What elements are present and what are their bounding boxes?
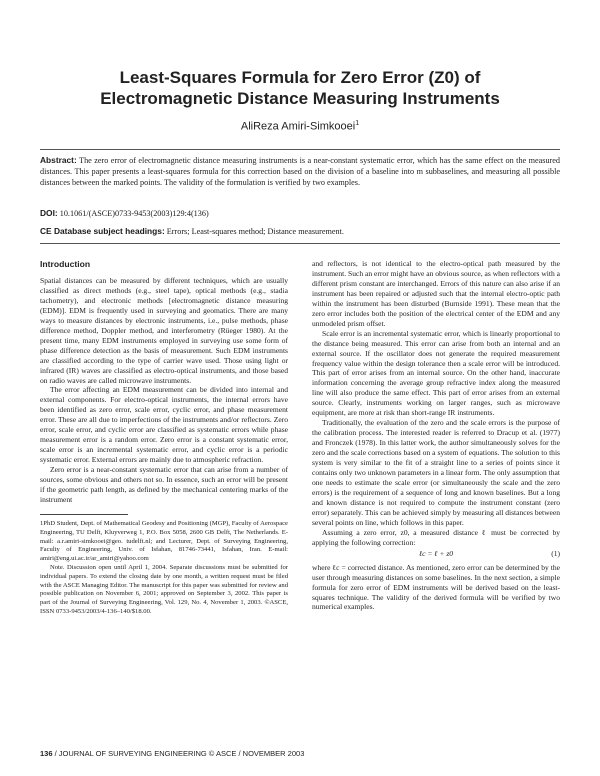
body-paragraph: and reflectors, is not identical to the electro-optical path measured by the instrument. Such an error might have an obvious source, as when reflectors with a different prism constant are interchanged. Errors of this nature can also arise if an instrument has been repaired or adjusted such that the internal electro-optic path within the instrument has been disturbed (Burnside 1991). These mean that the zero error includes both the position of the electrical center of the EDM and any unmodeled prism offset. [312,259,560,328]
footer-page-number: 136 [40,749,53,758]
body-paragraph: Traditionally, the evaluation of the zero and the scale errors is the purpose of the calibration process. The interested reader is referred to Dracup et al. (1977) and Fronczek (1978). In this latter work, the author simultaneously solves for the zero and the scale corrections based on a system of equations. The solution to this system is very similar to the fit of a straight line to a series of points since it contains only two unknown parameters in a linear form. The only assumption that one needs to estimate the scale error (or simultaneously the scale and the zero errors) is the requirement of a sequence of long and known baselines. But a long and known distance is not required to compute the instrument constant (zero error) separately. This can be achieved simply by measuring all distances between several points on line, which follows in this paper. [312,418,560,527]
abstract [40,155,560,188]
header-bottom-rule [40,243,560,244]
doi-line [40,208,560,219]
title-line-2: Electromagnetic Distance Measuring Instruments [100,89,500,108]
body-paragraph: Zero error is a near-constant systematic error that can arise from a number of sources, some obvious and others not so. In essence, such an error will be present if the geometric path length, as defined by the mechanical centering marks of the instrument [40,465,288,504]
footer-journal: / JOURNAL OF SURVEYING ENGINEERING © ASCE / NOVEMBER 2003 [54,749,305,758]
equation-expression: ℓc = ℓ + z0 [418,548,454,558]
right-column [312,259,560,612]
footnote-rule [40,514,128,515]
ce-database-value: Errors; Least-squares method; Distance measurement. [166,227,344,236]
author-line [30,120,570,133]
footnote-author-affiliation: 1PhD Student, Dept. of Mathematical Geodesy and Positioning (MGP), Faculty of Aerospace Engineering, TU Delft, Kluyverweg 1, P.O. Box 5058, 2600 GB Delft, The Netherlands. E-mail: a.r.amiri-simkooei@geo. tudelft.nl; and Lecturer, Dept. of Surveying Engineering, Faculty of Engineering, Univ. of Isfahan, 81746-73441, Isfahan, Iran. E-mail: amiri@eng.ui.ac.ir/ar_amiri@yahoo.com [40,519,288,563]
ce-database-line [40,226,560,237]
title-line-1: Least-Squares Formula for Zero Error (Z0) of [119,68,481,87]
page-footer [40,749,560,758]
footnote-discussion-note: Note. Discussion open until April 1, 2004. Separate discussions must be submitted for individual papers. To extend the closing date by one month, a written request must be filed with the ASCE Managing Editor. The manuscript for this paper was submitted for review and possible publication on November 6, 2001; approved on September 3, 2002. This paper is part of the Journal of Surveying Engineering, Vol. 129, No. 4, November 1, 2003. ©ASCE, ISSN 0733-9453/2003/4-136–140/$18.00. [40,563,288,615]
body-paragraph: Scale error is an incremental systematic error, which is linearly proportional to the distance being measured. This error can arise from both an internal and an external source. If the oscillator does not generate the required measurement frequency value within the design tolerance then a scale error will be introduced. This part of error arises from an internal source. On the other hand, inaccurate information concerning the average group refractive index along the measured line will also produce the same effect. This part of error arises from an external source. Clearly, instruments working on larger ranges, such as microwave equipment, are more at risk than short-range IR instruments. [312,328,560,418]
abstract-top-rule [40,149,560,150]
ce-database-label: CE Database subject headings: [40,226,165,236]
abstract-label: Abstract: [40,155,77,165]
body-paragraph: The error affecting an EDM measurement can be divided into internal and external components. For electro-optical instruments, the internal errors have been identified as zero error, scale error, cyclic error, and phase measurement error. These are all due to imperfections of the instruments and/or reflectors. Zero error, scale error, and cyclic error are classified as systematic errors while phase measurement error is a random error. Zero error is a constant systematic error, scale error is an incremental systematic error, and cyclic error is a periodic systematic error. External errors are mainly due to atmospheric refraction. [40,385,288,465]
equation-1 [312,549,560,561]
body-paragraph: where ℓc = corrected distance. As mentioned, zero error can be determined by the user through measuring distances on some baselines. In the next section, a simple formula for zero error of EDM instruments will be derived based on the least-squares technique. The validity of the derived formula will be verified by two numerical examples. [312,562,560,612]
paper-title [30,67,570,109]
equation-number: (1) [551,548,560,558]
left-column [40,259,288,617]
section-heading-introduction: Introduction [40,259,91,269]
abstract-text: The zero error of electromagnetic distance measuring instruments is a near-constant systematic error, which has the same effect on the measured distances. This paper presents a least-squares formula for this correction based on the division of a baseline into m subbaselines, and measuring all possible distances between the marked points. The validity of the formulation is verified by two examples. [40,156,560,187]
author-name: AliReza Amiri-Simkooei [240,120,356,133]
body-paragraph: Spatial distances can be measured by different techniques, which are usually classified as direct methods (e.g., steel tape), optical methods (e.g., stadia tachometry), and electronic methods [electromagnetic distance measuring (EDM)]. EDM is frequently used in surveying and geomatics. There are many ways to measure distances by electronic instruments, i.e., pulse methods, phase difference method, Doppler method, and interferometry (Rüeger 1980). At the present time, many EDM instruments employed in surveying use some form of phase difference detection as the basis of measurement. Such EDM instruments are classified according to the type of carrier wave used. Those using light or infrared (IR) waves are classified as electro-optical instruments, and those based on radio waves are called microwave instruments. [40,276,288,385]
body-paragraph: Assuming a zero error, z0, a measured distance ℓ must be corrected by applying the following correction: [312,527,560,547]
footnotes [40,520,288,617]
doi-label: DOI: [40,208,58,218]
author-note-mark: 1 [355,120,360,127]
doi-value[interactable]: 10.1061/(ASCE)0733-9453(2003)129:4(136) [59,209,209,218]
